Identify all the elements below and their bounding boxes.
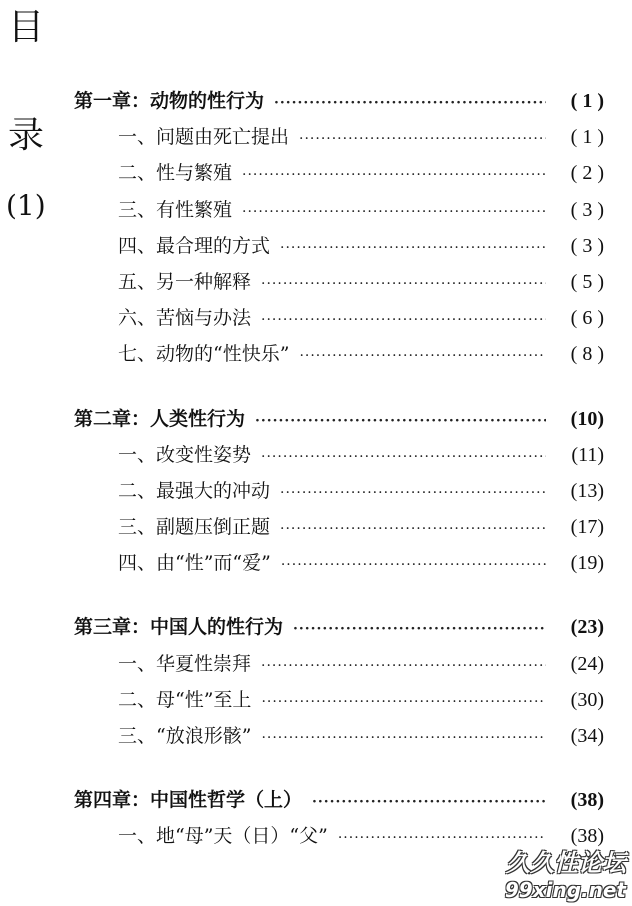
section-entry bbox=[74, 122, 604, 158]
section-entry-page: (13) bbox=[570, 479, 604, 502]
section-entry-title: 三、有性繁殖 bbox=[118, 198, 233, 221]
chapter-entry-page: (23) bbox=[570, 616, 604, 639]
section-entry bbox=[74, 440, 604, 476]
section-entry-title: 五、另一种解释 bbox=[118, 270, 252, 293]
section-entry-title: 三、“放浪形骸” bbox=[118, 725, 252, 747]
section-entry bbox=[74, 512, 604, 548]
chapter-entry-title: 第一章：动物的性行为 bbox=[74, 90, 265, 112]
section-entry bbox=[74, 548, 604, 584]
section-entry bbox=[74, 195, 604, 231]
dot-leader bbox=[312, 794, 546, 810]
section-entry-title: 四、由“性”而“爱” bbox=[118, 552, 271, 575]
section-entry-page: ( 1 ) bbox=[570, 126, 604, 149]
table-of-contents bbox=[74, 86, 604, 886]
dot-leader bbox=[242, 204, 546, 220]
watermark bbox=[505, 843, 626, 902]
dot-leader bbox=[281, 557, 546, 573]
dot-leader bbox=[299, 131, 546, 147]
chapter-block bbox=[74, 86, 604, 376]
chapter-block bbox=[74, 612, 604, 757]
dot-leader bbox=[261, 276, 546, 292]
section-entry-page: ( 5 ) bbox=[570, 270, 604, 293]
dot-leader bbox=[261, 658, 546, 674]
section-entry-title: 六、苦恼与办法 bbox=[118, 307, 252, 330]
section-entry-page: ( 6 ) bbox=[570, 307, 604, 330]
chapter-entry-page: ( 1 ) bbox=[570, 90, 604, 112]
chapter-entry-page: (38) bbox=[570, 789, 604, 812]
dot-leader bbox=[261, 449, 546, 465]
dot-leader bbox=[261, 312, 546, 328]
heading-char-mu: 目 bbox=[8, 7, 45, 48]
chapter-entry bbox=[74, 612, 604, 648]
section-entry-page: ( 3 ) bbox=[570, 234, 604, 257]
dot-leader bbox=[255, 413, 546, 429]
watermark-title: 久久性论坛 bbox=[506, 849, 626, 877]
section-entry-page: (30) bbox=[570, 688, 604, 711]
section-entry-page: ( 3 ) bbox=[570, 198, 604, 221]
chapter-entry-title: 第二章：人类性行为 bbox=[74, 407, 246, 430]
section-entry-page: (38) bbox=[570, 825, 604, 848]
dot-leader bbox=[274, 95, 546, 111]
section-entry bbox=[74, 649, 604, 685]
section-entry-page: ( 2 ) bbox=[570, 162, 604, 185]
dot-leader bbox=[280, 485, 546, 501]
section-entry bbox=[74, 267, 604, 303]
section-entry-page: (17) bbox=[570, 516, 604, 539]
chapter-entry bbox=[74, 86, 604, 122]
chapter-entry-title: 第三章：中国人的性行为 bbox=[74, 616, 284, 639]
section-entry-title: 一、地“母”天（日）“父” bbox=[118, 825, 328, 848]
dot-leader bbox=[280, 240, 546, 256]
section-entry-page: (11) bbox=[571, 443, 604, 466]
section-entry-page: (24) bbox=[570, 652, 604, 675]
section-entry-page: (34) bbox=[570, 725, 604, 747]
chapter-entry bbox=[74, 785, 604, 821]
section-entry-title: 三、副题压倒正题 bbox=[118, 516, 271, 539]
section-entry-title: 二、最强大的冲动 bbox=[118, 479, 271, 502]
section-entry bbox=[74, 721, 604, 757]
section-entry-title: 一、问题由死亡提出 bbox=[118, 126, 290, 149]
section-entry-title: 七、动物的“性快乐” bbox=[118, 343, 290, 366]
dot-leader bbox=[293, 621, 546, 637]
section-entry bbox=[74, 158, 604, 194]
dot-leader bbox=[242, 167, 546, 183]
section-entry-title: 一、改变性姿势 bbox=[118, 443, 252, 466]
section-entry-title: 二、母“性”至上 bbox=[118, 688, 252, 711]
section-entry bbox=[74, 303, 604, 339]
dot-leader bbox=[299, 348, 546, 364]
section-entry bbox=[74, 685, 604, 721]
section-entry-title: 二、性与繁殖 bbox=[118, 162, 233, 185]
volume-number: (1) bbox=[6, 189, 46, 222]
heading-char-lu: 录 bbox=[8, 115, 45, 156]
chapter-block bbox=[74, 404, 604, 585]
section-entry-title: 四、最合理的方式 bbox=[118, 234, 271, 257]
chapter-entry-title: 第四章：中国性哲学（上） bbox=[74, 789, 303, 812]
section-entry-title: 一、华夏性崇拜 bbox=[118, 652, 252, 675]
section-entry-page: (19) bbox=[570, 552, 604, 575]
watermark-url: 99xing.net bbox=[504, 878, 626, 902]
section-entry bbox=[74, 231, 604, 267]
chapter-entry-page: (10) bbox=[570, 407, 604, 430]
section-entry-page: ( 8 ) bbox=[570, 343, 604, 366]
dot-leader bbox=[261, 730, 546, 746]
chapter-entry bbox=[74, 404, 604, 440]
section-entry bbox=[74, 476, 604, 512]
section-entry bbox=[74, 339, 604, 375]
dot-leader bbox=[280, 521, 546, 537]
dot-leader bbox=[261, 694, 546, 710]
